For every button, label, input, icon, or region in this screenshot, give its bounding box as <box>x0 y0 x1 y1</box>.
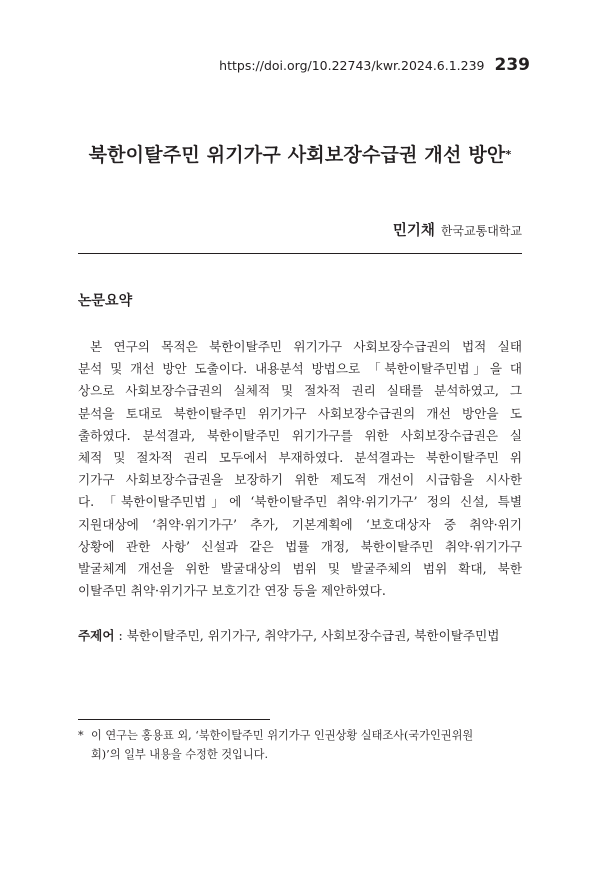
abstract-line: 분석을 토대로 북한이탈주민 위기가구 사회보장수급권의 개선 방안을 도 <box>78 405 522 421</box>
keywords-label: 주제어 <box>78 628 115 643</box>
keywords <box>78 626 522 646</box>
abstract-body <box>78 336 522 602</box>
footnote <box>78 727 522 764</box>
page-number: 239 <box>494 55 530 75</box>
abstract-line: 다. 「북한이탈주민법」에 ‘북한이탈주민 취약·위기가구’ 정의 신설, 특별 <box>78 494 522 510</box>
keywords-separator: : <box>114 628 127 643</box>
footnote-line <box>78 727 522 746</box>
abstract-line: 상황에 관한 사항’ 신설과 같은 법률 개정, 북한이탈주민 취약·위기가구 <box>78 538 522 554</box>
footnote-divider <box>78 719 270 720</box>
doi-link[interactable]: https://doi.org/10.22743/kwr.2024.6.1.239 <box>219 58 485 73</box>
keywords-text: 북한이탈주민, 위기가구, 취약가구, 사회보장수급권, 북한이탈주민법 <box>126 628 500 643</box>
author-block <box>393 219 522 240</box>
abstract-line: 분석 및 개선 방안 도출이다. 내용분석 방법으로 「북한이탈주민법」을 대 <box>78 361 522 377</box>
footnote-text: 회)’의 일부 내용을 수정한 것입니다. <box>91 747 269 761</box>
footnote-marker: * <box>78 729 84 742</box>
abstract-line: 상으로 사회보장수급권의 실체적 및 절차적 권리 실태를 분석하였고, 그 <box>78 383 522 399</box>
author-name: 민기채 <box>392 223 435 239</box>
title-footnote-marker[interactable]: * <box>505 148 512 161</box>
abstract-line: 지원대상에 ‘취약·위기가구’ 추가, 기본계획에 ‘보호대상자 중 취약·위기 <box>78 516 522 532</box>
abstract-line: 이탈주민 취약·위기가구 보호기간 연장 등을 제안하였다. <box>78 583 386 599</box>
abstract-line: 출하였다. 분석결과, 북한이탈주민 위기가구를 위한 사회보장수급권은 실 <box>78 427 522 443</box>
abstract-line: 체적 및 절차적 권리 모두에서 부재하였다. 분석결과는 북한이탈주민 위 <box>78 450 522 466</box>
abstract-line: 기가구 사회보장수급권을 보장하기 위한 제도적 개선이 시급함을 시사한 <box>78 472 522 488</box>
paper-title-text: 북한이탈주민 위기가구 사회보장수급권 개선 방안 <box>88 144 506 166</box>
paper-title <box>0 140 600 167</box>
footnote-text: 이 연구는 홍용표 외, ‘북한이탈주민 위기가구 인권상황 실태조사(국가인권위원 <box>91 729 474 742</box>
footnote-line <box>78 746 522 765</box>
author-affiliation: 한국교통대학교 <box>440 224 522 238</box>
abstract-line: 발굴체계 개선을 위한 발굴대상의 범위 및 발굴주체의 범위 확대, 북한 <box>78 561 522 577</box>
page-header <box>219 55 530 75</box>
header-divider <box>78 253 522 254</box>
abstract-heading: 논문요약 <box>78 293 133 309</box>
abstract-line: 본 연구의 목적은 북한이탈주민 위기가구 사회보장수급권의 법적 실태 <box>90 339 522 354</box>
